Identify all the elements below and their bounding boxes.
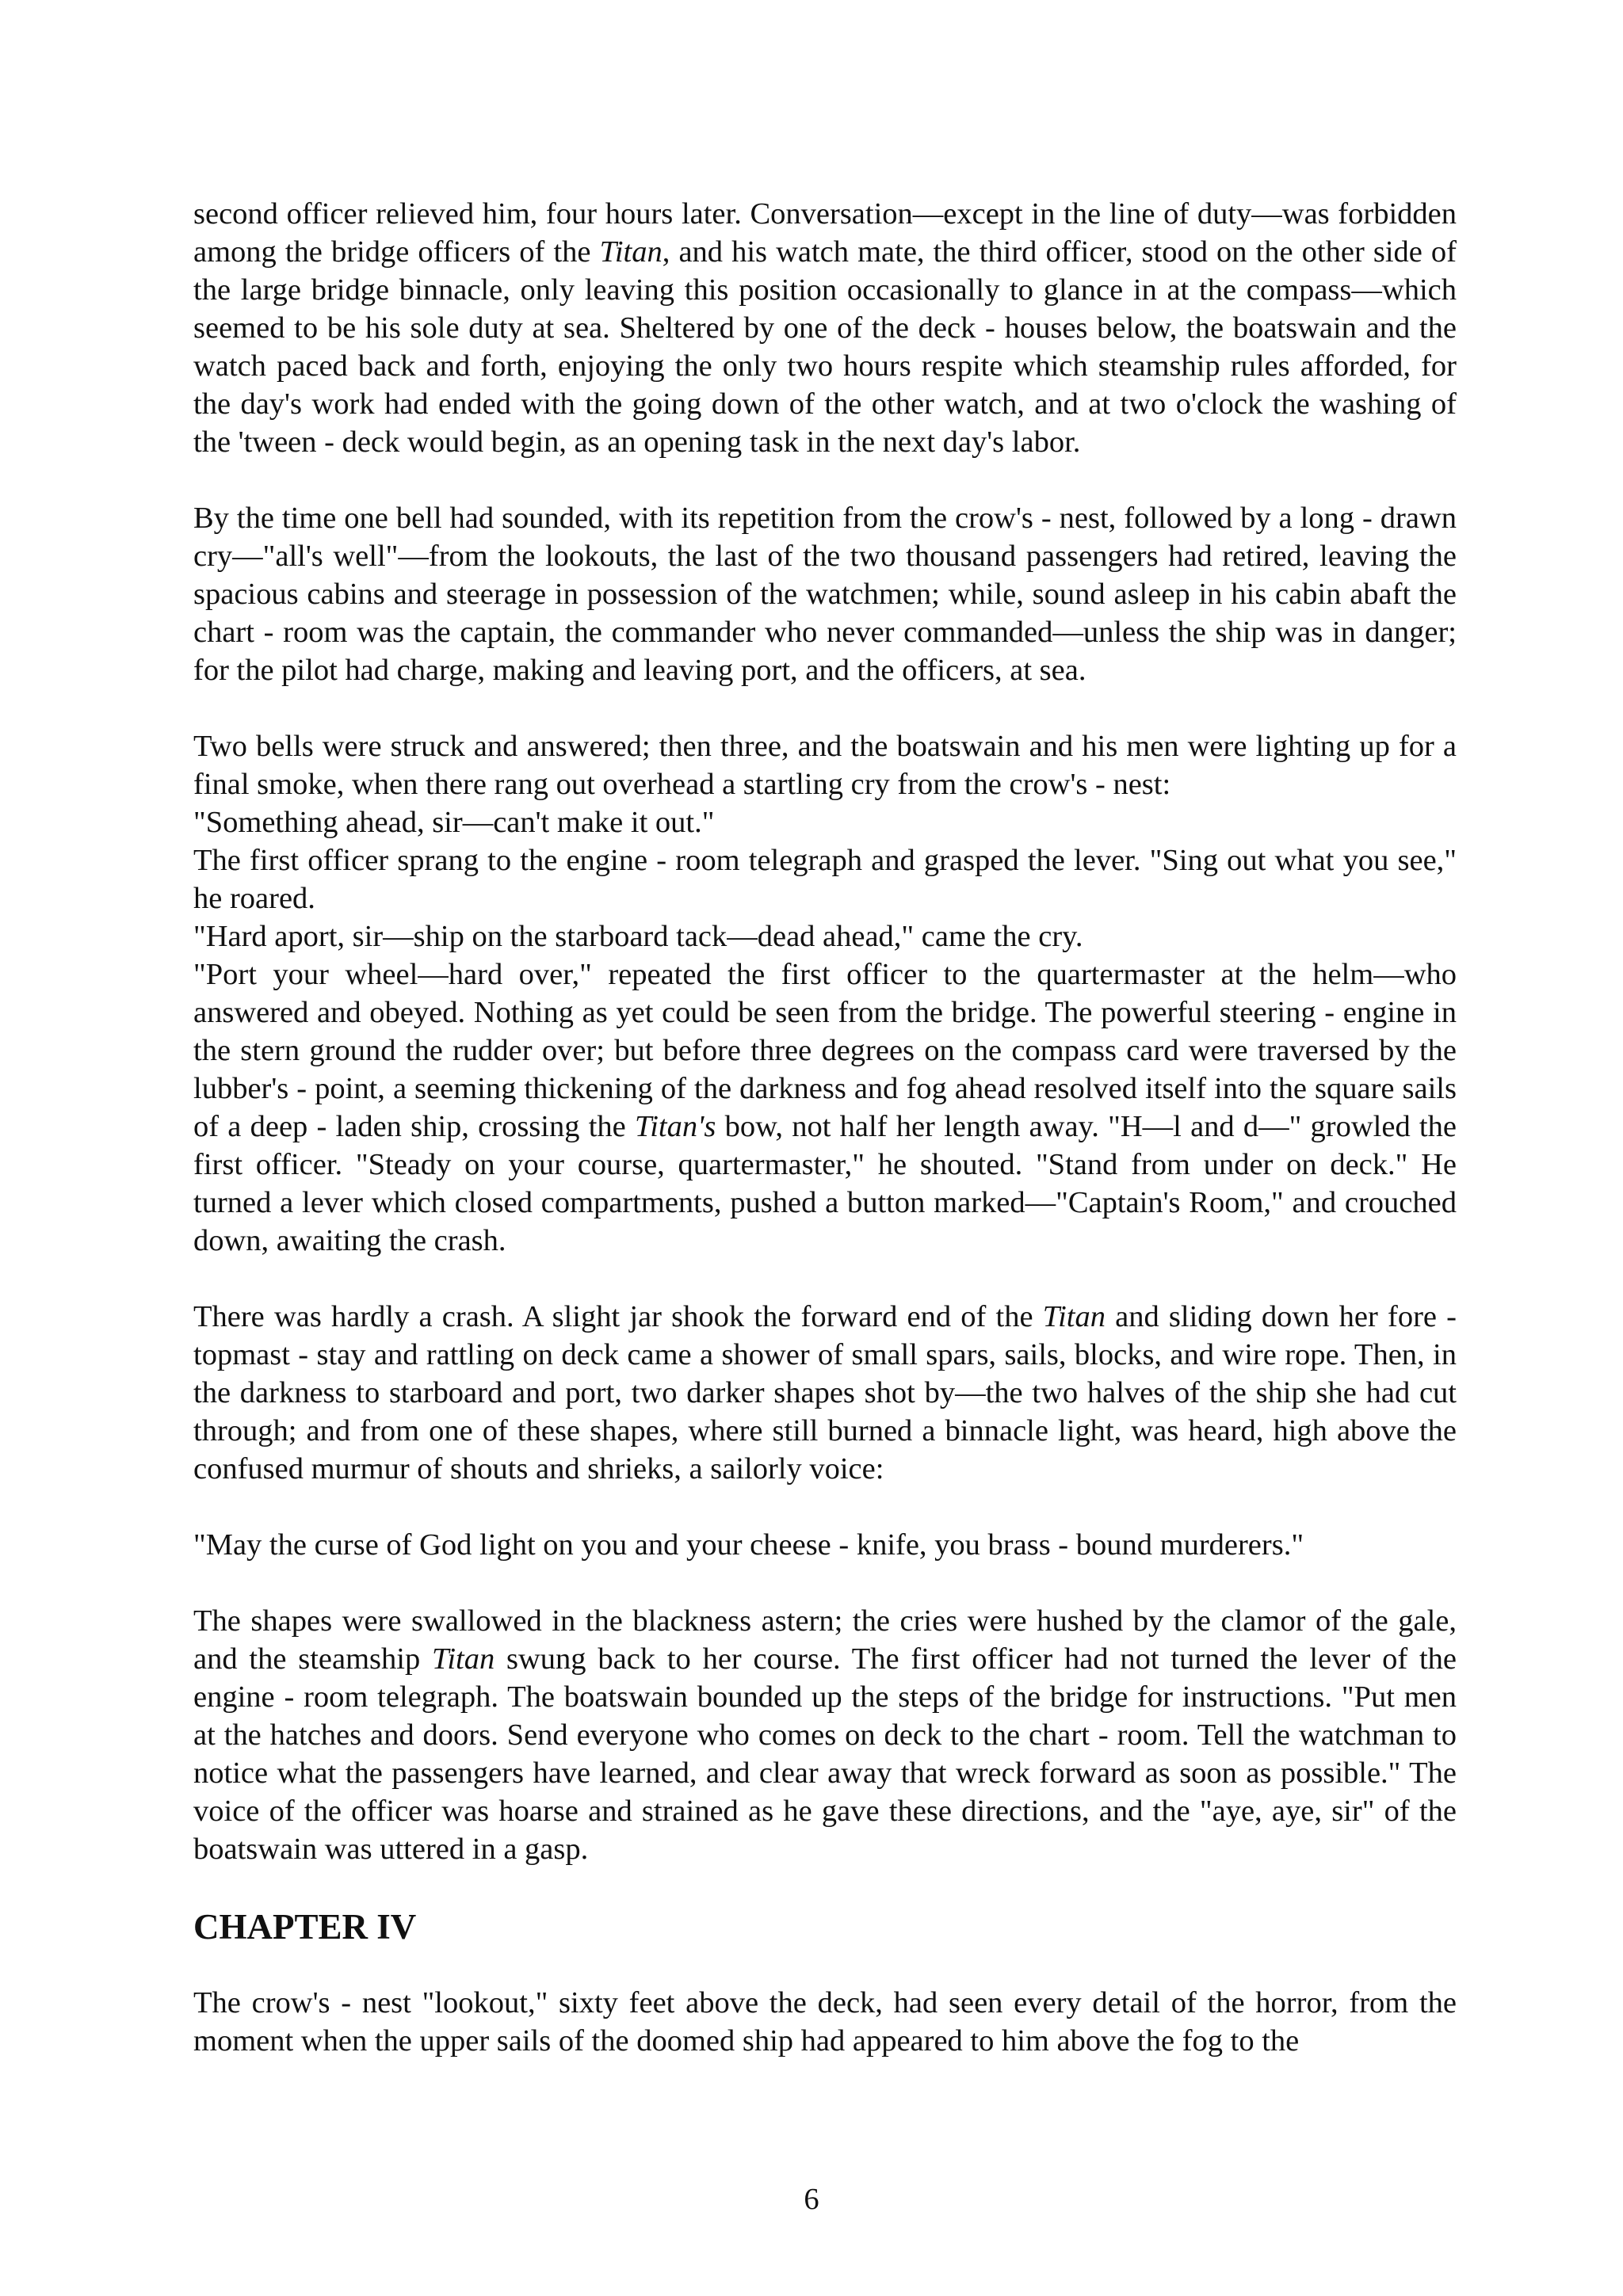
paragraph-3 bbox=[193, 727, 1457, 803]
text-run: "Something ahead, sir—can't make it out." bbox=[193, 806, 715, 839]
text-run: The shapes were swallowed in the blackness astern; the cries were hushed by the clamor of the gale, and the steamship bbox=[193, 1604, 1457, 1676]
text-run: second officer relieved him, four hours later. Conversation—except in the line of duty—was forbidden among the bridge officers of the bbox=[193, 197, 1457, 269]
paragraph-7 bbox=[193, 955, 1457, 1260]
ship-name-italic: Titan bbox=[432, 1642, 495, 1676]
ship-name-italic: Titan bbox=[599, 235, 663, 269]
paragraph-10 bbox=[193, 1602, 1457, 1868]
text-run: bow, not half her length away. "H—l and d—" growled the first officer. "Steady on your course, quartermaster," he shouted. "Stand from under on deck." He turned a lever which closed compartments, pushed a button marked—"Captain's Room," and crouched down, awaiting the crash. bbox=[193, 1110, 1457, 1257]
text-run: Two bells were struck and answered; then three, and the boatswain and his men were lighting up for a final smoke, when there rang out overhead a startling cry from the crow's - nest: bbox=[193, 730, 1457, 801]
ship-name-italic: Titan's bbox=[634, 1110, 716, 1143]
chapter-heading: CHAPTER IV bbox=[193, 1907, 417, 1947]
paragraph-5 bbox=[193, 841, 1457, 917]
text-run: "Hard aport, sir—ship on the starboard tack—dead ahead," came the cry. bbox=[193, 920, 1083, 953]
paragraph-6 bbox=[193, 917, 1457, 955]
text-run: The crow's - nest "lookout," sixty feet above the deck, had seen every detail of the horror, from the moment when the upper sails of the doomed ship had appeared to him above the fog to the bbox=[193, 1986, 1457, 2058]
text-run: By the time one bell had sounded, with its repetition from the crow's - nest, followed by a long - drawn cry—"all's well"—from the lookouts, the last of the two thousand passengers had retired, leaving the spacious cabins and steerage in possession of the watchmen; while, sound asleep in his cabin abaft the chart - room was the captain, the commander who never commanded—unless the ship was in danger; for the pilot had charge, making and leaving port, and the officers, at sea. bbox=[193, 502, 1457, 687]
text-run: , and his watch mate, the third officer, stood on the other side of the large bridge binnacle, only leaving this position occasionally to glance in at the compass—which seemed to be his sole duty at sea. Sheltered by one of the deck - houses below, the boatswain and the watch paced back and forth, enjoying the only two hours respite which steamship rules afforded, for the day's work had ended with the going down of the other watch, and at two o'clock the washing of the 'tween - deck would begin, as an opening task in the next day's labor. bbox=[193, 235, 1457, 459]
text-run: There was hardly a crash. A slight jar shook the forward end of the bbox=[193, 1300, 1043, 1333]
text-run: "May the curse of God light on you and your cheese - knife, you brass - bound murderers." bbox=[193, 1528, 1304, 1562]
ship-name-italic: Titan bbox=[1042, 1300, 1106, 1333]
text-run: The first officer sprang to the engine - room telegraph and grasped the lever. "Sing out what you see," he roared. bbox=[193, 844, 1457, 915]
paragraph-4 bbox=[193, 803, 1457, 841]
paragraph-9 bbox=[193, 1526, 1457, 1564]
paragraph-11 bbox=[193, 1984, 1457, 2060]
text-run: swung back to her course. The first officer had not turned the lever of the engine - room telegraph. The boatswain bounded up the steps of the bridge for instructions. "Put men at the hatches and doors. Send everyone who comes on deck to the chart - room. Tell the watchman to notice what the passengers have learned, and clear away that wreck forward as soon as possible." The voice of the officer was hoarse and strained as he gave these directions, and the "aye, aye, sir" of the boatswain was uttered in a gasp. bbox=[193, 1642, 1457, 1866]
paragraph-8 bbox=[193, 1298, 1457, 1488]
page-number: 6 bbox=[804, 2183, 819, 2216]
document-page bbox=[193, 195, 1457, 2060]
text-run: "Port your wheel—hard over," repeated the first officer to the quartermaster at the helm—who answered and obeyed. Nothing as yet could be seen from the bridge. The powerful steering - engine in the stern ground the rudder over; but before three degrees on the compass card were traversed by the lubber's - point, a seeming thickening of the darkness and fog ahead resolved itself into the square sails of a deep - laden ship, crossing the bbox=[193, 958, 1457, 1143]
paragraph-2 bbox=[193, 499, 1457, 689]
paragraph-1 bbox=[193, 195, 1457, 461]
text-run: and sliding down her fore - topmast - stay and rattling on deck came a shower of small spars, sails, blocks, and wire rope. Then, in the darkness to starboard and port, two darker shapes shot by—the two halves of the ship she had cut through; and from one of these shapes, where still burned a binnacle light, was heard, high above the confused murmur of shouts and shrieks, a sailorly voice: bbox=[193, 1300, 1457, 1486]
